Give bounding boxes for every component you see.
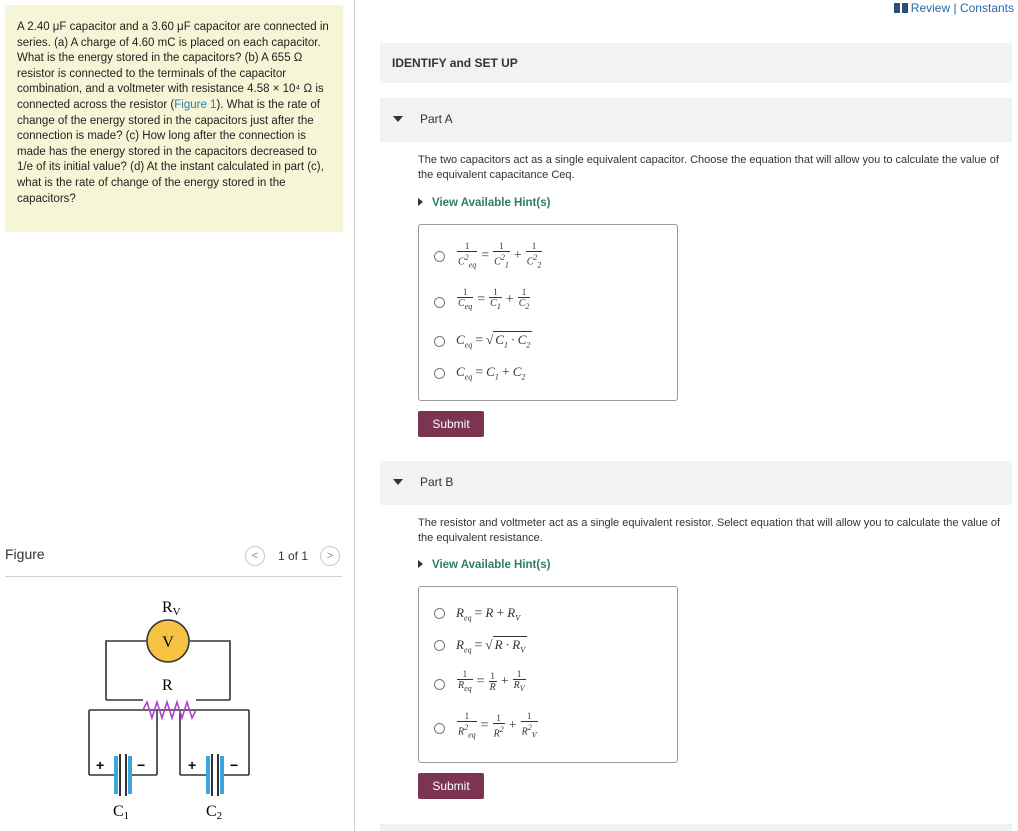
- option-equation: $R_{eq}$ = √ $R \cdot R_V$: [456, 637, 526, 655]
- part-a-hint-link[interactable]: [418, 197, 550, 209]
- c2-minus: −: [230, 757, 239, 773]
- constants-link[interactable]: Constants: [959, 1, 1014, 15]
- part-a-hint-label: View Available Hint(s): [432, 197, 551, 209]
- part-b-choices: [418, 586, 678, 763]
- rv-label: RV: [162, 599, 181, 618]
- top-links: [894, 1, 1014, 15]
- radio-button[interactable]: [434, 608, 445, 619]
- radio-button[interactable]: [434, 297, 445, 308]
- part-a-label: Part A: [420, 112, 453, 126]
- book-icon: [894, 3, 908, 13]
- part-b-header[interactable]: [380, 461, 1012, 505]
- capacitor-c2: [206, 754, 224, 796]
- voltmeter-label: V: [162, 634, 174, 651]
- radio-button[interactable]: [434, 723, 445, 734]
- r-label: R: [162, 677, 173, 694]
- figure-divider: [5, 576, 342, 577]
- expand-arrow-icon: [418, 198, 423, 206]
- option-equation: $\frac{1}{C^2_{eq}}$ = $\frac{1}{C^2_1}$ + $\frac{1}{C^2_2}$: [458, 241, 542, 270]
- circuit-diagram: [80, 590, 260, 825]
- radio-button[interactable]: [434, 336, 445, 347]
- part-a-submit-button[interactable]: Submit: [418, 411, 484, 437]
- link-separator: |: [953, 1, 957, 15]
- c1-label: C1: [113, 803, 130, 822]
- part-b-submit-button[interactable]: Submit: [418, 773, 484, 799]
- option-equation: $\frac{1}{C_{eq}}$ = $\frac{1}{C_1}$ + $\frac{1}{C_2}$: [458, 287, 530, 311]
- option-equation: $C_{eq}$ = √ $C_1 \cdot C_2$: [456, 332, 531, 350]
- next-section-bar: [380, 824, 1012, 831]
- c1-plus: +: [96, 757, 105, 773]
- part-b-description: The resistor and voltmeter act as a single equivalent resistor. Select equation that will allow you to calculate the value of the equivalent resistance.: [418, 517, 1001, 544]
- c2-label: C2: [206, 803, 223, 822]
- collapse-triangle-icon: [393, 479, 403, 485]
- collapse-triangle-icon: [393, 116, 403, 122]
- figure-counter: 1 of 1: [278, 549, 309, 563]
- option-equation: $\frac{1}{R^2_{eq}}$ = $\frac{1}{R^2}$ + $\frac{1}{R^2_V}$: [458, 711, 537, 740]
- option-equation: $R_{eq} = R + R_V$: [456, 605, 521, 623]
- problem-text-1: A 2.40 μF capacitor and a 3.60 μF capacitor are connected in series. (a) A charge of 4.60 mC is placed on each capacitor. What is the energy stored in the capacitors? (b) A 655 Ω resistor is connected to the terminals of the capacitor combination, and a voltmeter with resistance 4.58 × 10⁴ Ω is connected across the resistor (: [17, 21, 329, 111]
- c2-plus: +: [188, 757, 197, 773]
- part-b-hint-link[interactable]: [418, 559, 550, 571]
- identify-section-title: IDENTIFY and SET UP: [380, 43, 1012, 83]
- figure-next-button[interactable]: >: [320, 546, 340, 566]
- part-b-label: Part B: [420, 475, 454, 489]
- problem-statement: [5, 5, 343, 232]
- problem-text-2: ). What is the rate of change of the energy stored in the capacitors just after the connection is made? (c) How long after the connection is made has the energy stored in the capacitors decreased to 1/e of its initial value? (d) At the instant calculated in part (c), what is the rate of change of the energy stored in the capacitors?: [17, 98, 324, 205]
- capacitor-c1: [114, 754, 132, 796]
- radio-button[interactable]: [434, 251, 445, 262]
- column-divider: [354, 0, 355, 831]
- figure-title: Figure: [5, 546, 45, 562]
- review-link[interactable]: Review: [910, 1, 951, 15]
- part-a-description: The two capacitors act as a single equivalent capacitor. Choose the equation that will allow you to calculate the value of the equivalent capacitance Ceq.: [418, 154, 999, 181]
- figure-link[interactable]: Figure 1: [174, 98, 217, 111]
- part-a-choices: [418, 224, 678, 401]
- radio-button[interactable]: [434, 679, 445, 690]
- option-equation: $C_{eq} = C_1 + C_2$: [456, 364, 526, 382]
- expand-arrow-icon: [418, 560, 423, 568]
- part-a-header[interactable]: [380, 98, 1012, 142]
- radio-button[interactable]: [434, 368, 445, 379]
- c1-minus: −: [137, 757, 146, 773]
- option-equation: $\frac{1}{R_{eq}}$ = $\frac{1}{R}$ + $\frac{1}{R_V}$: [458, 669, 525, 693]
- radio-button[interactable]: [434, 640, 445, 651]
- part-b-hint-label: View Available Hint(s): [432, 559, 551, 571]
- figure-prev-button[interactable]: <: [245, 546, 265, 566]
